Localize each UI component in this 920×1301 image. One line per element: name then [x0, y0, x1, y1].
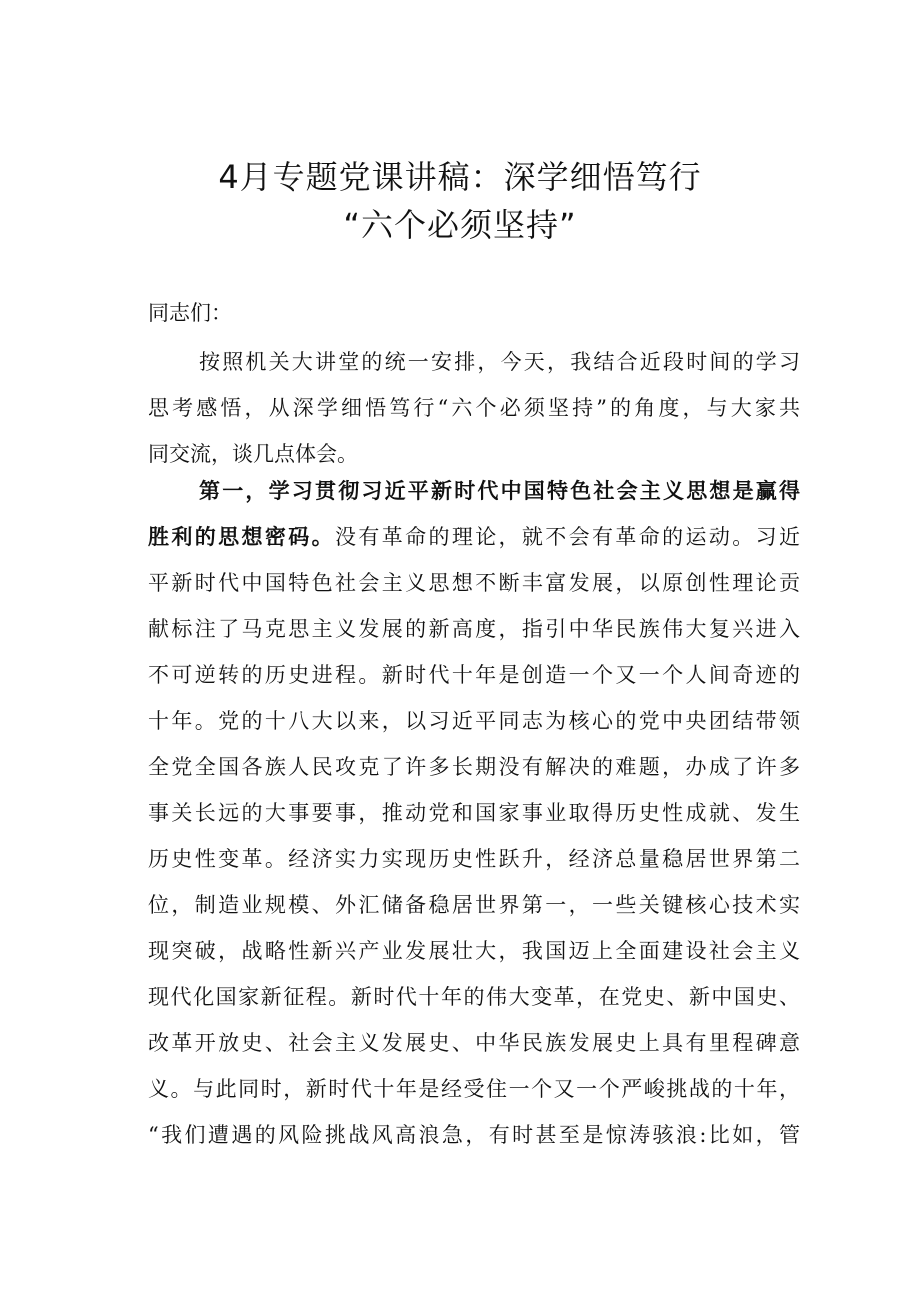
document-title-line-1: 4月专题党课讲稿：深学细悟笃行 [218, 158, 702, 196]
paragraph-line [148, 514, 800, 560]
paragraph-line: 思考感悟，从深学细悟笃行“六个必须坚持”的角度，与大家共 [148, 396, 800, 420]
paragraph-line: 平新时代中国特色社会主义思想不断丰富发展，以原创性理论贡 [148, 571, 800, 595]
paragraph-line: 现代化国家新征程。新时代十年的伟大变革，在党史、新中国史、 [148, 985, 800, 1009]
paragraph-line: 献标注了马克思主义发展的新高度，指引中华民族伟大复兴进入 [148, 617, 800, 641]
intro-paragraph [148, 339, 800, 477]
section-heading-end: 胜利的思想密码。 [148, 525, 335, 549]
paragraph-line: 不可逆转的历史进程。新时代十年是创造一个又一个人间奇迹的 [148, 663, 800, 687]
paragraph-line: 同交流，谈几点体会。 [148, 442, 358, 466]
document-title-line-2: “六个必须坚持” [343, 206, 577, 244]
paragraph-text: 没有革命的理论，就不会有革命的运动。习近 [334, 525, 801, 549]
paragraph-line: 历史性变革。经济实力实现历史性跃升，经济总量稳居世界第二 [148, 847, 800, 871]
paragraph-line: 事关长远的大事要事，推动党和国家事业取得历史性成就、发生 [148, 801, 800, 825]
paragraph-line: 现突破，战略性新兴产业发展壮大，我国迈上全面建设社会主义 [148, 939, 800, 963]
paragraph-line: 全党全国各族人民攻克了许多长期没有解决的难题，办成了许多 [148, 755, 800, 779]
paragraph-line: 义。与此同时，新时代十年是经受住一个又一个严峻挑战的十年， [148, 1077, 800, 1101]
paragraph-line: 十年。党的十八大以来，以习近平同志为核心的党中央团结带领 [148, 709, 800, 733]
section-heading-line: 第一，学习贯彻习近平新时代中国特色社会主义思想是赢得 [199, 479, 800, 503]
paragraph-line: “我们遭遇的风险挑战风高浪急，有时甚至是惊涛骇浪:比如，管 [148, 1123, 800, 1147]
paragraph-line: 按照机关大讲堂的统一安排，今天，我结合近段时间的学习 [199, 350, 800, 374]
section-one-paragraph [148, 468, 800, 1158]
paragraph-line: 位，制造业规模、外汇储备稳居世界第一，一些关键核心技术实 [148, 893, 800, 917]
salutation: 同志们： [148, 301, 232, 325]
paragraph-line: 改革开放史、社会主义发展史、中华民族发展史上具有里程碑意 [148, 1031, 800, 1055]
